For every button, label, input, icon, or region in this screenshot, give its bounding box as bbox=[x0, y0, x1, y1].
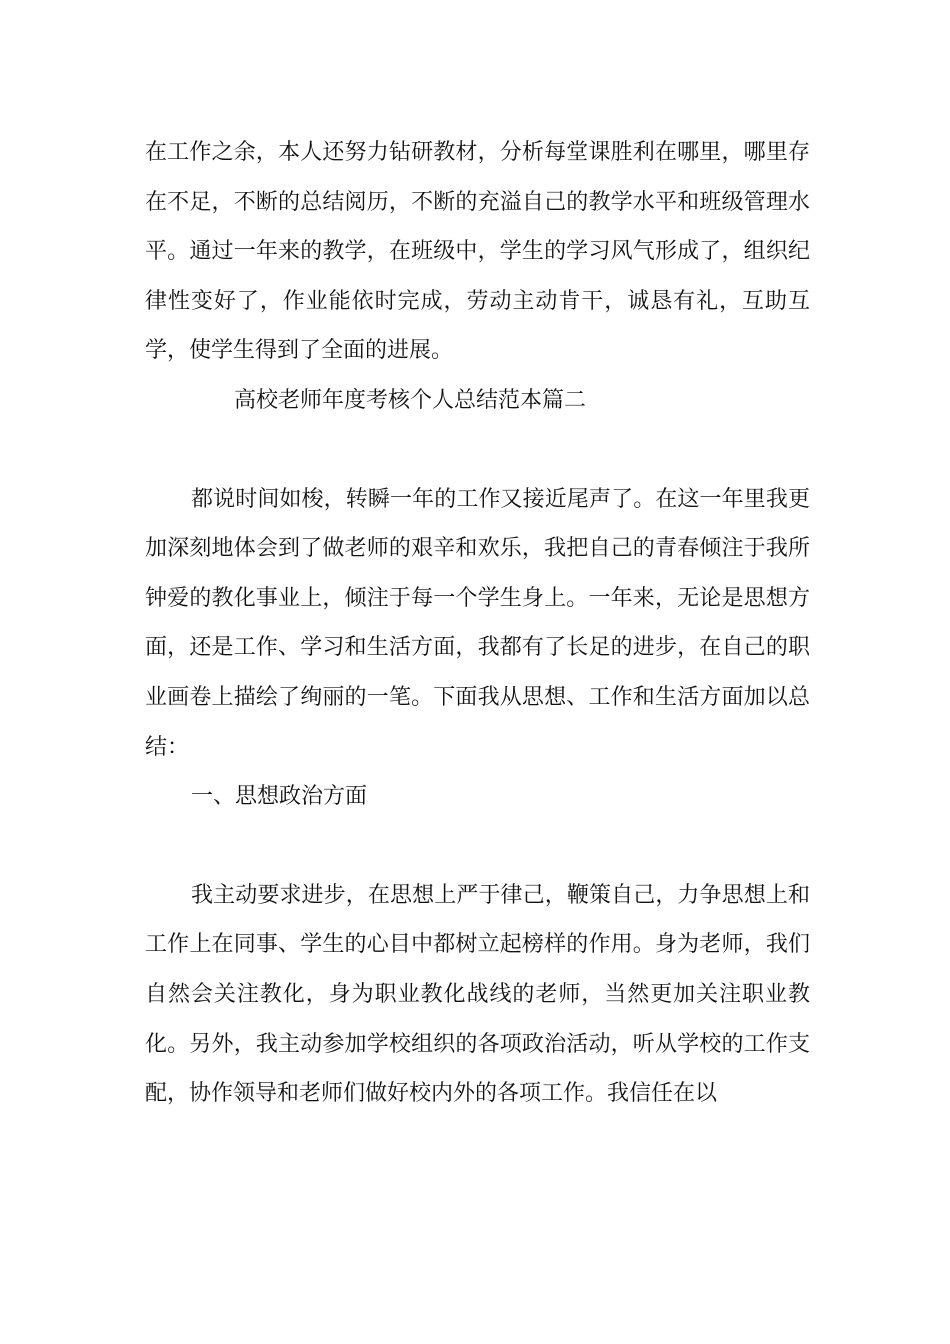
paragraph-continued: 在工作之余，本人还努力钻研教材，分析每堂课胜利在哪里，哪里存在不足，不断的总结阅历，不断的充溢自己的教学水平和班级管理水平。通过一年来的教学，在班级中，学生的学习风气形成了，组织纪律性变好了，作业能依时完成，劳动主动肯干，诚恳有礼，互助互学，使学生得到了全面的进展。 bbox=[145, 140, 810, 364]
heading-political: 一、思想政治方面 bbox=[191, 784, 368, 810]
document-page bbox=[145, 128, 810, 1119]
section-title: 高校老师年度考核个人总结范本篇二 bbox=[234, 387, 587, 413]
paragraph-political: 我主动要求进步，在思想上严于律己，鞭策自己，力争思想上和工作上在同事、学生的心目中都树立起榜样的作用。身为老师，我们自然会关注教化，身为职业教化战线的老师，当然更加关注职业教化。另外，我主动参加学校组织的各项政治活动，听从学校的工作支配，协作领导和老师们做好校内外的各项工作。我信任在以 bbox=[145, 882, 810, 1107]
paragraph-intro: 都说时间如梭，转瞬一年的工作又接近尾声了。在这一年里我更加深刻地体会到了做老师的艰辛和欢乐，我把自己的青春倾注于我所钟爱的教化事业上，倾注于每一个学生身上。一年来，无论是思想方面，还是工作、学习和生活方面，我都有了长足的进步，在自己的职业画卷上描绘了绚丽的一笔。下面我从思想、工作和生活方面加以总结： bbox=[145, 486, 810, 760]
